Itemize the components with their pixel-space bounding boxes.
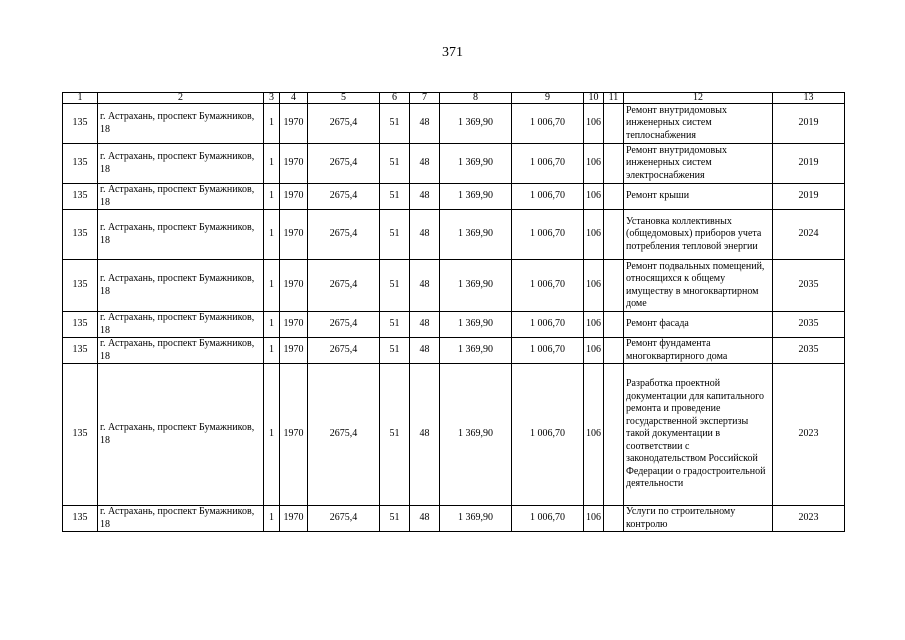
col7-cell: 48 xyxy=(410,364,440,506)
col7-cell: 48 xyxy=(410,144,440,184)
col7-cell: 48 xyxy=(410,104,440,144)
address-cell: г. Астрахань, проспект Бумажников, 18 xyxy=(98,364,264,506)
column-number-row xyxy=(63,93,845,104)
column-header: 8 xyxy=(440,93,512,104)
row-number: 135 xyxy=(63,338,98,364)
column-header: 2 xyxy=(98,93,264,104)
col6-cell: 51 xyxy=(380,506,410,532)
col7-cell: 48 xyxy=(410,312,440,338)
section-count-cell: 1 xyxy=(264,104,280,144)
col9-cell: 1 006,70 xyxy=(512,338,584,364)
section-count-cell: 1 xyxy=(264,144,280,184)
row-number: 135 xyxy=(63,364,98,506)
col9-cell: 1 006,70 xyxy=(512,144,584,184)
section-count-cell: 1 xyxy=(264,364,280,506)
address-cell: г. Астрахань, проспект Бумажников, 18 xyxy=(98,210,264,260)
col9-cell: 1 006,70 xyxy=(512,210,584,260)
col6-cell: 51 xyxy=(380,312,410,338)
year-cell: 1970 xyxy=(280,184,308,210)
area-cell: 2675,4 xyxy=(308,144,380,184)
work-type-cell: Ремонт внутридомовых инженерных систем теплоснабжения xyxy=(624,104,773,144)
table-row xyxy=(63,506,845,532)
table-row xyxy=(63,184,845,210)
row-number: 135 xyxy=(63,144,98,184)
year-cell: 1970 xyxy=(280,144,308,184)
col9-cell: 1 006,70 xyxy=(512,312,584,338)
term-year-cell: 2035 xyxy=(773,260,845,312)
address-cell: г. Астрахань, проспект Бумажников, 18 xyxy=(98,312,264,338)
col9-cell: 1 006,70 xyxy=(512,506,584,532)
column-header: 11 xyxy=(604,93,624,104)
address-cell: г. Астрахань, проспект Бумажников, 18 xyxy=(98,260,264,312)
col11-cell xyxy=(604,338,624,364)
col8-cell: 1 369,90 xyxy=(440,506,512,532)
column-header: 4 xyxy=(280,93,308,104)
term-year-cell: 2035 xyxy=(773,312,845,338)
col8-cell: 1 369,90 xyxy=(440,144,512,184)
col9-cell: 1 006,70 xyxy=(512,260,584,312)
work-type-cell: Разработка проектной документации для капитального ремонта и проведение государственной экспертизы такой документации в соответствии с законодательством Российской Федерации о градостроительной деятельности xyxy=(624,364,773,506)
year-cell: 1970 xyxy=(280,338,308,364)
area-cell: 2675,4 xyxy=(308,312,380,338)
term-year-cell: 2019 xyxy=(773,184,845,210)
section-count-cell: 1 xyxy=(264,184,280,210)
row-number: 135 xyxy=(63,506,98,532)
column-header: 5 xyxy=(308,93,380,104)
col7-cell: 48 xyxy=(410,260,440,312)
column-header: 9 xyxy=(512,93,584,104)
area-cell: 2675,4 xyxy=(308,364,380,506)
col8-cell: 1 369,90 xyxy=(440,260,512,312)
col9-cell: 1 006,70 xyxy=(512,104,584,144)
col6-cell: 51 xyxy=(380,184,410,210)
col8-cell: 1 369,90 xyxy=(440,338,512,364)
address-cell: г. Астрахань, проспект Бумажников, 18 xyxy=(98,184,264,210)
col10-cell: 106 xyxy=(584,364,604,506)
col6-cell: 51 xyxy=(380,260,410,312)
row-number: 135 xyxy=(63,312,98,338)
term-year-cell: 2023 xyxy=(773,506,845,532)
col11-cell xyxy=(604,260,624,312)
row-number: 135 xyxy=(63,260,98,312)
col8-cell: 1 369,90 xyxy=(440,210,512,260)
row-number: 135 xyxy=(63,184,98,210)
term-year-cell: 2019 xyxy=(773,104,845,144)
col7-cell: 48 xyxy=(410,506,440,532)
year-cell: 1970 xyxy=(280,260,308,312)
col8-cell: 1 369,90 xyxy=(440,312,512,338)
table-row xyxy=(63,312,845,338)
work-type-cell: Услуги по строительному контролю xyxy=(624,506,773,532)
column-header: 13 xyxy=(773,93,845,104)
column-header: 7 xyxy=(410,93,440,104)
col9-cell: 1 006,70 xyxy=(512,184,584,210)
address-cell: г. Астрахань, проспект Бумажников, 18 xyxy=(98,506,264,532)
col6-cell: 51 xyxy=(380,364,410,506)
table-row xyxy=(63,210,845,260)
work-type-cell: Ремонт внутридомовых инженерных систем электроснабжения xyxy=(624,144,773,184)
col8-cell: 1 369,90 xyxy=(440,184,512,210)
row-number: 135 xyxy=(63,104,98,144)
col10-cell: 106 xyxy=(584,104,604,144)
term-year-cell: 2024 xyxy=(773,210,845,260)
col10-cell: 106 xyxy=(584,312,604,338)
column-header: 1 xyxy=(63,93,98,104)
section-count-cell: 1 xyxy=(264,210,280,260)
capital-repair-table xyxy=(62,92,845,532)
table-row xyxy=(63,338,845,364)
col6-cell: 51 xyxy=(380,338,410,364)
year-cell: 1970 xyxy=(280,210,308,260)
col11-cell xyxy=(604,506,624,532)
work-type-cell: Ремонт фундамента многоквартирного дома xyxy=(624,338,773,364)
address-cell: г. Астрахань, проспект Бумажников, 18 xyxy=(98,338,264,364)
column-header: 10 xyxy=(584,93,604,104)
col10-cell: 106 xyxy=(584,144,604,184)
year-cell: 1970 xyxy=(280,364,308,506)
page-number: 371 xyxy=(442,45,463,60)
col6-cell: 51 xyxy=(380,210,410,260)
area-cell: 2675,4 xyxy=(308,184,380,210)
table-row xyxy=(63,364,845,506)
table-row xyxy=(63,144,845,184)
term-year-cell: 2023 xyxy=(773,364,845,506)
col9-cell: 1 006,70 xyxy=(512,364,584,506)
term-year-cell: 2019 xyxy=(773,144,845,184)
col6-cell: 51 xyxy=(380,144,410,184)
col11-cell xyxy=(604,184,624,210)
table-row xyxy=(63,104,845,144)
work-type-cell: Установка коллективных (общедомовых) приборов учета потребления тепловой энергии xyxy=(624,210,773,260)
table-row xyxy=(63,260,845,312)
year-cell: 1970 xyxy=(280,104,308,144)
col6-cell: 51 xyxy=(380,104,410,144)
work-type-cell: Ремонт крыши xyxy=(624,184,773,210)
column-header: 6 xyxy=(380,93,410,104)
year-cell: 1970 xyxy=(280,312,308,338)
address-cell: г. Астрахань, проспект Бумажников, 18 xyxy=(98,144,264,184)
section-count-cell: 1 xyxy=(264,506,280,532)
col7-cell: 48 xyxy=(410,184,440,210)
work-type-cell: Ремонт фасада xyxy=(624,312,773,338)
section-count-cell: 1 xyxy=(264,338,280,364)
col11-cell xyxy=(604,210,624,260)
area-cell: 2675,4 xyxy=(308,104,380,144)
column-header: 3 xyxy=(264,93,280,104)
year-cell: 1970 xyxy=(280,506,308,532)
col10-cell: 106 xyxy=(584,184,604,210)
col10-cell: 106 xyxy=(584,210,604,260)
section-count-cell: 1 xyxy=(264,260,280,312)
area-cell: 2675,4 xyxy=(308,338,380,364)
col10-cell: 106 xyxy=(584,506,604,532)
area-cell: 2675,4 xyxy=(308,506,380,532)
area-cell: 2675,4 xyxy=(308,260,380,312)
col11-cell xyxy=(604,312,624,338)
area-cell: 2675,4 xyxy=(308,210,380,260)
col7-cell: 48 xyxy=(410,210,440,260)
col7-cell: 48 xyxy=(410,338,440,364)
col10-cell: 106 xyxy=(584,260,604,312)
work-type-cell: Ремонт подвальных помещений, относящихся к общему имуществу в многоквартирном доме xyxy=(624,260,773,312)
term-year-cell: 2035 xyxy=(773,338,845,364)
column-header: 12 xyxy=(624,93,773,104)
col11-cell xyxy=(604,144,624,184)
row-number: 135 xyxy=(63,210,98,260)
col10-cell: 106 xyxy=(584,338,604,364)
col8-cell: 1 369,90 xyxy=(440,364,512,506)
col8-cell: 1 369,90 xyxy=(440,104,512,144)
section-count-cell: 1 xyxy=(264,312,280,338)
col11-cell xyxy=(604,364,624,506)
col11-cell xyxy=(604,104,624,144)
address-cell: г. Астрахань, проспект Бумажников, 18 xyxy=(98,104,264,144)
